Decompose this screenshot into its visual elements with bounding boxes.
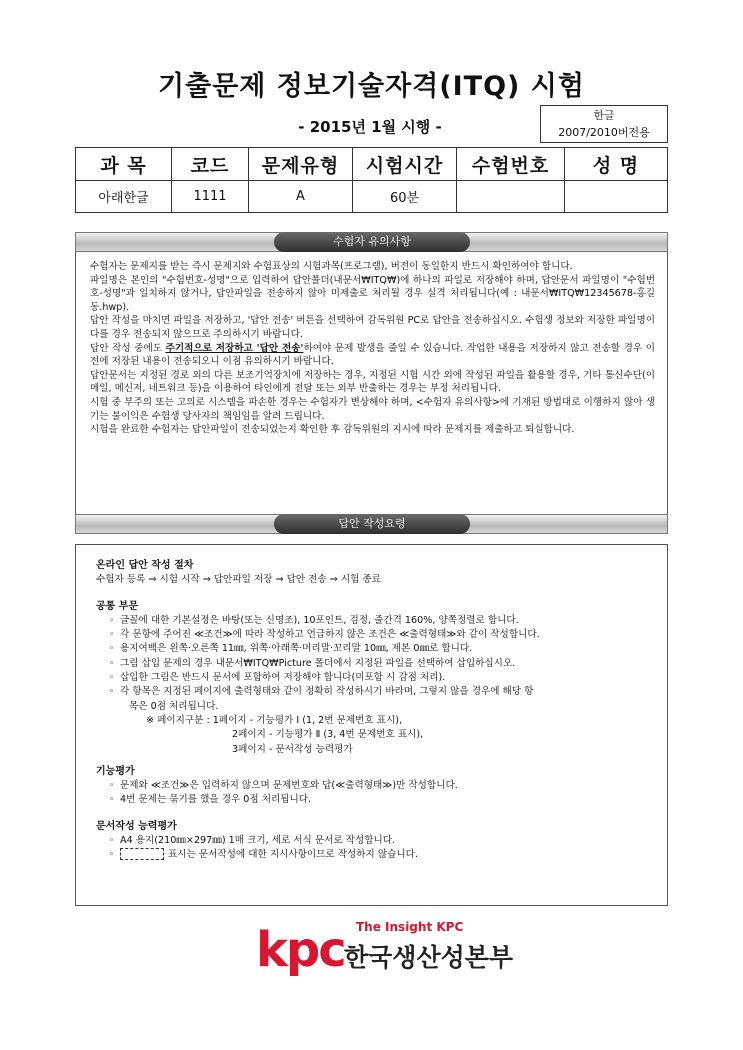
list-item	[96, 848, 653, 862]
version-label: 2007/2010버전용	[558, 126, 650, 139]
exam-info-table	[75, 147, 668, 213]
notice-banner	[75, 232, 668, 252]
logo-mark: kpc	[256, 922, 345, 978]
online-steps: 수험자 등록 ⇒ 시험 시작 ⇒ 답안파일 저장 ⇒ 답안 전송 ⇒ 시험 종료	[96, 574, 381, 586]
answer-section	[75, 544, 668, 906]
logo-name: 한국생산성본부	[344, 943, 514, 972]
answer-banner-label: 답안 작성요령	[274, 514, 470, 534]
notice-paragraph: 수험자는 문제지를 받는 즉시 문제지와 수험표상의 시험과목(프로그램), 버전이 동일한지 반드시 확인하여야 합니다.	[90, 261, 573, 272]
page-title: 기출문제 정보기술자격(ITQ) 시험	[158, 71, 585, 102]
notice-paragraph: 답안문서는 지정된 경로 외의 다른 보조기억장치에 저장하는 경우, 지정된 시험 시간 외에 작성된 파일을 활용할 경우, 기타 통신수단(이메일, 메신저, 네트워크 등)을 이용하여 타인에게 전달 또는 외부 반출하는 경우는 부정 처리됩니다.	[90, 369, 655, 395]
notice-emphasis: 주기적으로 저장하고 '답안 전송'	[165, 342, 304, 354]
page-note: ※ 페이지구분 : 1페이지 - 기능평가 Ⅰ (1, 2번 문제번호 표시),	[146, 714, 403, 726]
list-item: ◦ 문제와 ≪조건≫은 입력하지 않으며 문제번호와 답(≪출력형태≫)만 작성합니다.	[96, 779, 653, 793]
exam-date: - 2015년 1월 시행 -	[298, 118, 442, 136]
list-item-continuation: 목은 0점 처리됩니다.	[129, 700, 219, 712]
list-item: ◦ 글꼴에 대한 기본설정은 바탕(또는 신명조), 10포인트, 검정, 줄간격 160%, 양쪽정렬로 합니다.	[96, 614, 653, 628]
header-exam-number: 수험번호	[457, 148, 565, 181]
list-item: ◦ A4 용지(210㎜×297㎜) 1매 크기, 세로 서식 문서로 작성합니다.	[96, 834, 653, 848]
notice-paragraph: 답안 작성을 마치면 파일을 저장하고, '답안 전송' 버튼을 선택하여 감독위원 PC로 답안을 전송하십시오. 수험생 정보와 저장한 파일명이 다를 경우 전송되지 않으므로 주의하시기 바랍니다.	[90, 315, 655, 340]
notice-paragraph	[90, 342, 655, 369]
header-type: 문제유형	[249, 148, 353, 181]
table-header-row	[76, 148, 668, 181]
version-program: 한글	[593, 109, 615, 122]
header-subject: 과 목	[76, 148, 172, 181]
value-code: 1111	[172, 181, 249, 213]
value-type: A	[249, 181, 353, 213]
notice-banner-label: 수험자 유의사항	[274, 232, 470, 252]
section-title-document: 문서작성 능력평가	[96, 820, 177, 832]
notice-text: 하여야 문제 발생을 줄일 수 있습니다. 작업한 내용을 저장하지 않고 전송할 경우 이전에 저장된 내용이 전송되오니 이점 유의하시기 바랍니다.	[90, 342, 655, 368]
value-time: 60분	[353, 181, 457, 213]
page-note: 3페이지 - 문서작성 능력평가	[232, 743, 353, 755]
answer-banner	[75, 514, 668, 534]
notice-paragraph: 시험 중 부주의 또는 고의로 시스템을 파손한 경우는 수험자가 변상해야 하며, <수험자 유의사항>에 기재된 방법대로 이행하지 않아 생기는 불이익은 수험생 당사자의 책임임을 알려 드립니다.	[90, 396, 655, 422]
logo-tagline: The Insight KPC	[356, 920, 464, 934]
dashed-box-icon	[120, 848, 164, 860]
notice-text: 답안 작성 중에도	[90, 342, 166, 354]
section-title-online: 온라인 답안 작성 절차	[96, 560, 194, 571]
header-name: 성 명	[565, 148, 668, 181]
list-item: ◦ 각 문항에 주어진 ≪조건≫에 따라 작성하고 언급하지 않은 조건은 ≪출력형태≫와 같이 작성합니다.	[96, 628, 653, 642]
value-name	[565, 181, 668, 213]
section-title-common: 공통 부문	[96, 600, 139, 612]
version-box	[540, 105, 668, 143]
kpc-logo	[256, 918, 516, 978]
notice-paragraph: 시험을 완료한 수험자는 답안파일이 전송되었는지 확인한 후 감독위원의 지시에 따라 문제지를 제출하고 퇴실합니다.	[90, 424, 575, 436]
notice-paragraph: 파일명은 본인의 "수험번호-성명"으로 입력하여 답안폴더(내문서₩ITQ₩)에 하나의 파일로 저장해야 하며, 답안문서 파일명이 "수험번호-성명"과 일치하지 않거나, 답안파일을 전송하지 않아 미제출로 처리될 경우 실격 처리됩니다(예 : 내문서₩ITQ₩12345678-홍길동.hwp).	[90, 274, 655, 313]
table-value-row	[76, 181, 668, 213]
list-item: ◦ 4번 문제는 묶기를 했을 경우 0점 처리됩니다.	[96, 793, 653, 807]
list-item: ◦ 용지여백은 왼쪽·오른쪽 11㎜, 위쪽·아래쪽·머리말·꼬리말 10㎜, 제본 0㎜로 합니다.	[96, 642, 653, 656]
header-time: 시험시간	[353, 148, 457, 181]
list-item: ◦ 삽입한 그림은 반드시 문서에 포함하여 저장해야 합니다(미포함 시 감점 처리).	[96, 671, 653, 685]
header-code: 코드	[172, 148, 249, 181]
list-item: ◦ 각 항목은 지정된 페이지에 출력형태와 같이 정확히 작성하시기 바라며, 그렇지 않을 경우에 해당 항	[96, 685, 653, 699]
notice-section	[75, 252, 668, 514]
page-note: 2페이지 - 기능평가 Ⅱ (3, 4번 문제번호 표시),	[232, 729, 424, 741]
list-item: ◦ 그림 삽입 문제의 경우 내문서₩ITQ₩Picture 폴더에서 지정된 파일을 선택하여 삽입하십시오.	[96, 657, 653, 671]
section-title-function: 기능평가	[96, 765, 135, 777]
list-item-text: 표시는 문서작성에 대한 지시사항이므로 작성하지 않습니다.	[168, 849, 418, 861]
value-subject: 아래한글	[76, 181, 172, 213]
value-exam-number	[457, 181, 565, 213]
